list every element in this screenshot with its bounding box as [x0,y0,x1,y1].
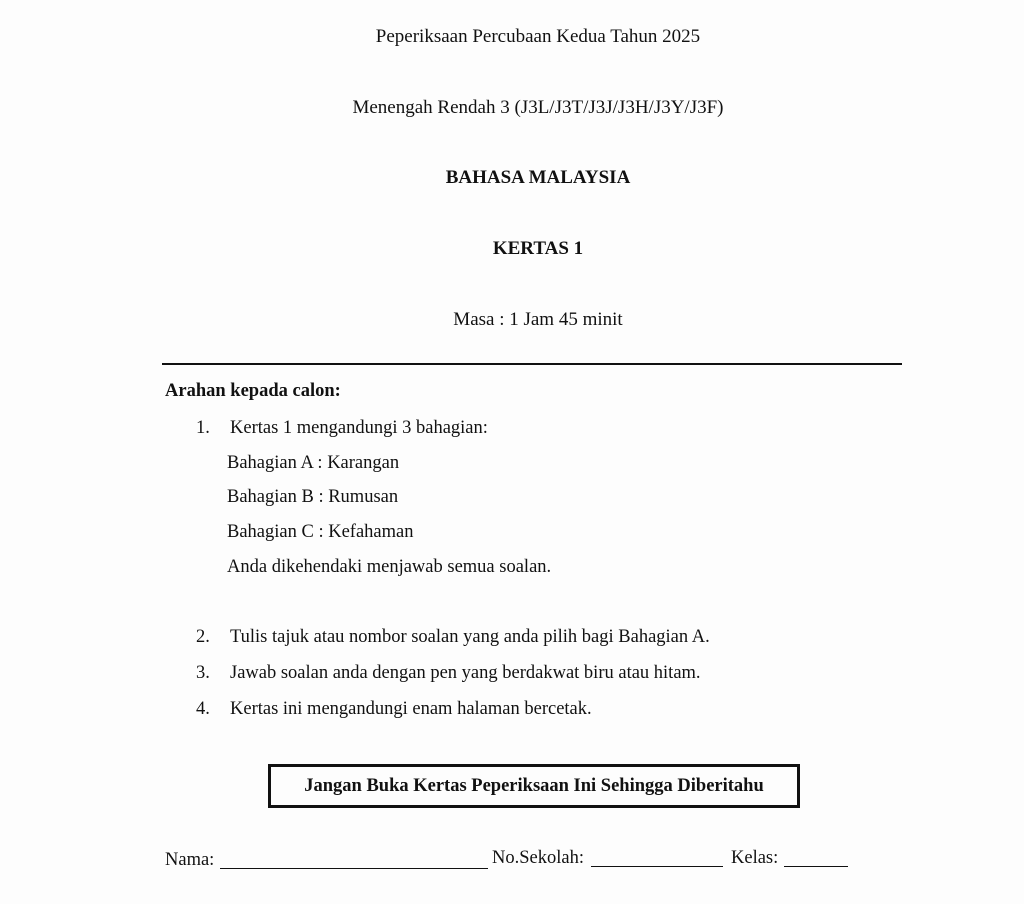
instruction-number: 4. [196,699,210,719]
school-number-label: No.Sekolah: [492,848,584,868]
instruction-text: Tulis tajuk atau nombor soalan yang anda pilih bagi Bahagian A. [230,627,710,647]
notice-text: Jangan Buka Kertas Peperiksaan Ini Sehingga Diberitahu [304,775,764,796]
name-blank-line[interactable] [220,868,488,869]
header-divider [162,363,902,365]
do-not-open-notice [268,764,800,808]
paper-title: KERTAS 1 [492,238,584,259]
subject-title: BAHASA MALAYSIA [445,167,631,188]
class-label: Kelas: [731,848,779,868]
instruction-text: Jawab soalan anda dengan pen yang berdakwat biru atau hitam. [230,663,701,683]
instructions-heading: Arahan kepada calon: [165,381,341,401]
section-c-line: Bahagian C : Kefahaman [227,522,414,542]
exam-title: Peperiksaan Percubaan Kedua Tahun 2025 [375,26,701,47]
instruction-text: Kertas 1 mengandungi 3 bahagian: [230,418,488,438]
instruction-number: 1. [196,418,210,438]
school-number-blank-line[interactable] [591,866,723,867]
section-b-line: Bahagian B : Rumusan [227,487,399,507]
answer-all-line: Anda dikehendaki menjawab semua soalan. [227,557,552,577]
name-label: Nama: [165,850,215,870]
instruction-number: 3. [196,663,210,683]
instruction-text: Kertas ini mengandungi enam halaman bercetak. [230,699,592,719]
exam-level: Menengah Rendah 3 (J3L/J3T/J3J/J3H/J3Y/J3F) [352,97,724,118]
exam-duration: Masa : 1 Jam 45 minit [453,309,623,330]
section-a-line: Bahagian A : Karangan [227,453,400,473]
instruction-number: 2. [196,627,210,647]
class-blank-line[interactable] [784,866,848,867]
